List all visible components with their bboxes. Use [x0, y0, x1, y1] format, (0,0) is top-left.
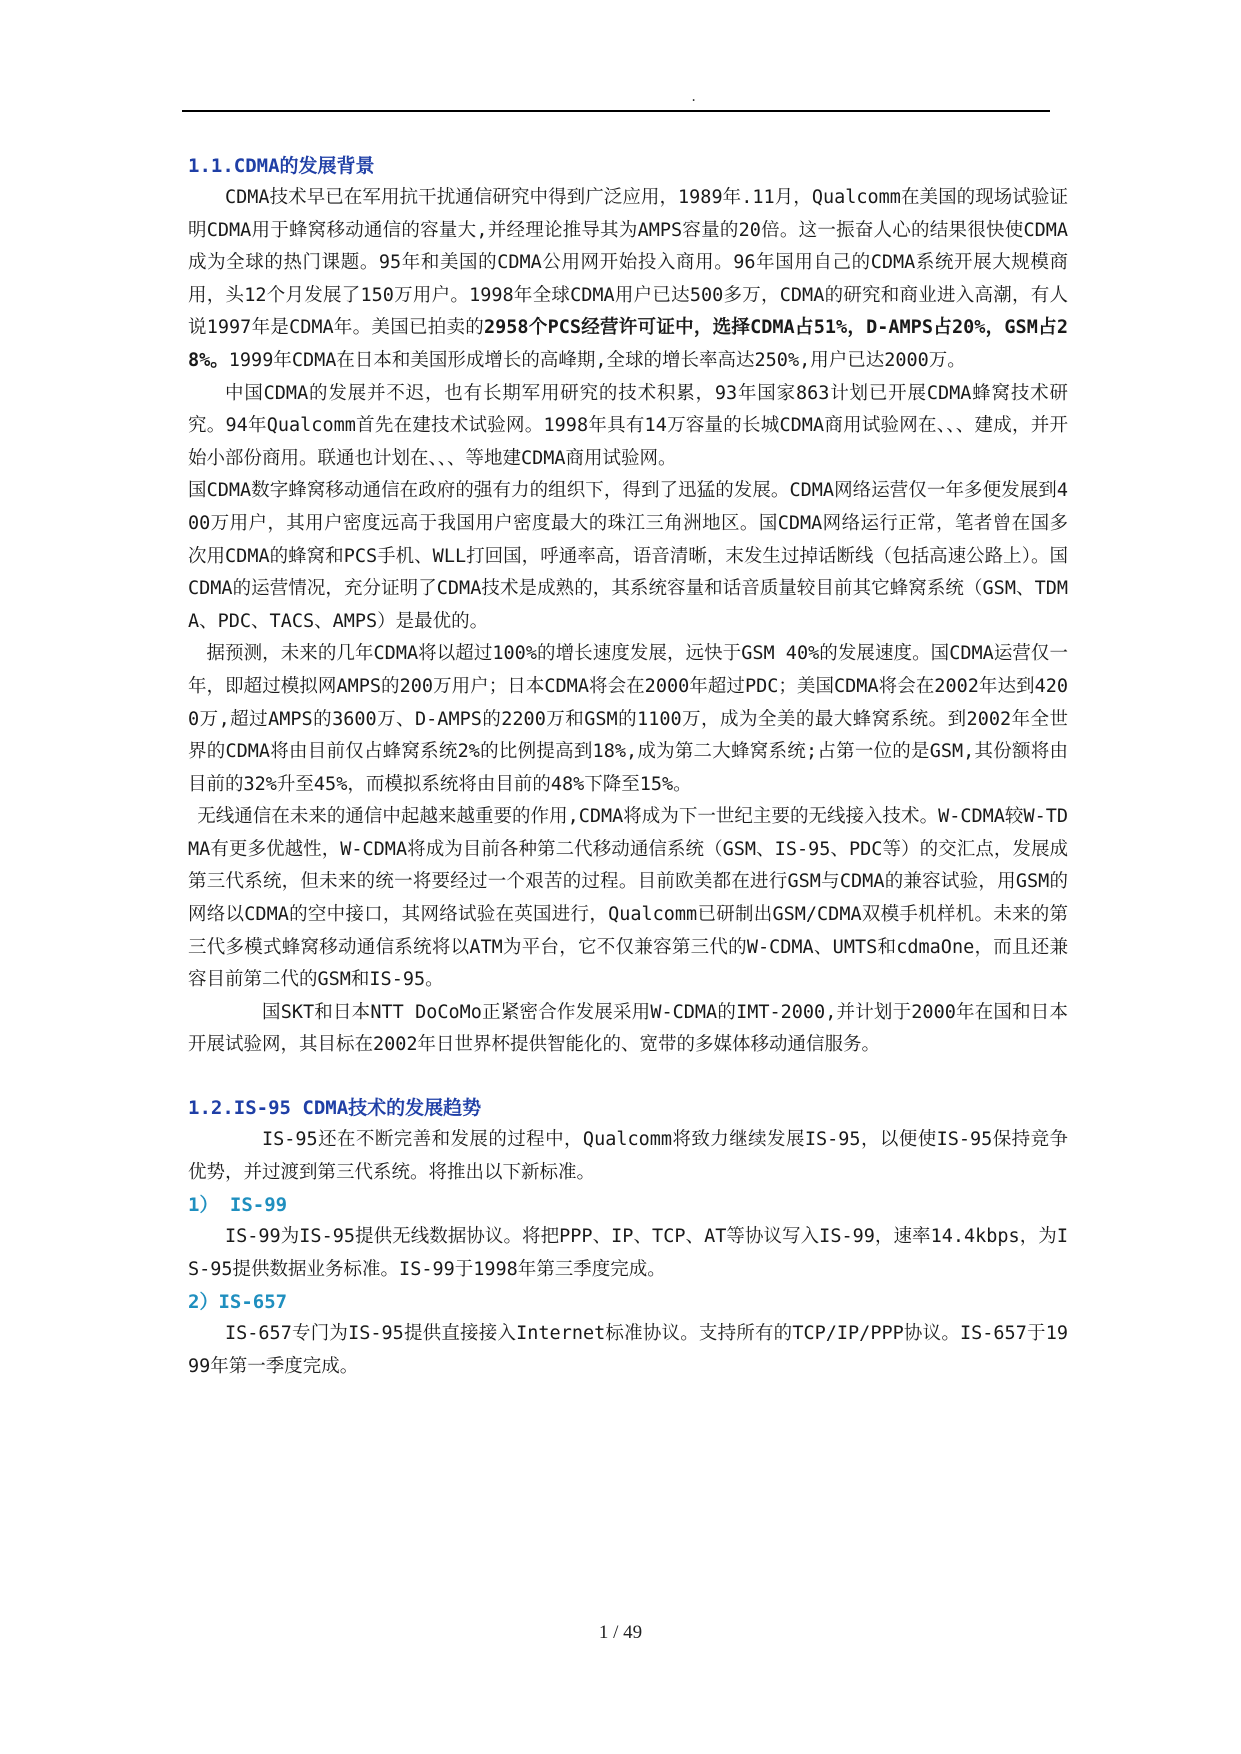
header-rule — [182, 110, 1050, 112]
item-2-title: 2）IS-657 — [188, 1291, 288, 1314]
header-mark: . — [690, 90, 698, 104]
item-2-text: IS-657专门为IS-95提供直接接入Internet标准协议。支持所有的TCP/IP/PPP协议。IS-657于1999年第一季度完成。 — [188, 1323, 1068, 1377]
page-number: 1 / 49 — [598, 1622, 643, 1643]
paragraph-5: 无线通信在未来的通信中起越来越重要的作用,CDMA将成为下一世纪主要的无线接入技术。W-CDMA较W-TDMA有更多优越性，W-CDMA将成为目前各种第二代移动通信系统（GSM、IS-95、PDC等）的交汇点，发展成第三代系统，但未来的统一将要经过一个艰苦的过程。目前欧美都在进行GSM与CDMA的兼容试验，用GSM的网络以CDMA的空中接口，其网络试验在英国进行，Qualcomm已研制出GSM/CDMA双模手机样机。未来的第三代多模式蜂窝移动通信系统将以ATM为平台，它不仅兼容第三代的W-CDMA、UMTS和cdmaOne，而且还兼容目前第二代的GSM和IS-95。 — [188, 806, 1068, 991]
item-1-title: 1） IS-99 — [188, 1194, 288, 1217]
paragraph-3: 国CDMA数字蜂窝移动通信在政府的强有力的组织下，得到了迅猛的发展。CDMA网络运营仅一年多便发展到400万用户，其用户密度远高于我国用户密度最大的珠江三角洲地区。国CDMA网络运行正常，笔者曾在国多次用CDMA的蜂窝和PCS手机、WLL打回国，呼通率高，语音清晰，末发生过掉话断线（包括高速公路上）。国CDMA的运营情况，充分证明了CDMA技术是成熟的，其系统容量和话音质量较目前其它蜂窝系统（GSM、TDMA、PDC、TACS、AMPS）是最优的。 — [188, 480, 1068, 632]
paragraph-6: 国SKT和日本NTT DoCoMo正紧密合作发展采用W-CDMA的IMT-2000,并计划于2000年在国和日本开展试验网，其目标在2002年日世界杯提供智能化的、宽带的多媒体移动通信服务。 — [188, 1001, 1068, 1056]
item-1-text: IS-99为IS-95提供无线数据协议。将把PPP、IP、TCP、AT等协议写入IS-99，速率14.4kbps，为IS-95提供数据业务标准。IS-99于1998年第三季度完成。 — [188, 1226, 1068, 1280]
paragraph-2: 中国CDMA的发展并不迟，也有长期军用研究的技术积累，93年国家863计划已开展CDMA蜂窝技术研究。94年Qualcomm首先在建技术试验网。1998年具有14万容量的长城CDMA商用试验网在、、、建成，并开始小部份商用。联通也计划在、、、等地建CDMA商用试验网。 — [188, 382, 1068, 469]
paragraph-4: 据预测，未来的几年CDMA将以超过100%的增长速度发展，远快于GSM 40%的发展速度。国CDMA运营仅一年，即超过模拟网AMPS的200万用户；日本CDMA将会在2000年超过PDC；美国CDMA将会在2002年达到4200万,超过AMPS的3600万、D-AMPS的2200万和GSM的1100万，成为全美的最大蜂窝系统。到2002年全世界的CDMA将由目前仅占蜂窝系统2%的比例提高到18%,成为第二大蜂窝系统;占第一位的是GSM,其份额将由目前的32%升至45%，而模拟系统将由目前的48%下降至15%。 — [188, 643, 1068, 795]
paragraph-1: CDMA技术早已在军用抗干扰通信研究中得到广泛应用，1989年.11月，Qualcomm在美国的现场试验证明CDMA用于蜂窝移动通信的容量大,并经理论推导其为AMPS容量的20倍。这一振奋人心的结果很快使CDMA成为全球的热门课题。95年和美国的CDMA公用网开始投入商用。96年国用自己的CDMA系统开展大规模商用，头12个月发展了150万用户。1998年全球CDMA用户已达500多万，CDMA的研究和商业进入高潮，有人说1997年是CDMA年。美国已拍卖的2958个PCS经营许可证中，选择CDMA占51%，D-AMPS占20%，GSM占28%。1999年CDMA在日本和美国形成增长的高峰期,全球的增长率高达250%,用户已达2000万。 — [188, 187, 1068, 371]
section-gap — [188, 1062, 1068, 1092]
section-1-title: 1.1.CDMA的发展背景 — [188, 155, 375, 177]
section-2-title: 1.2.IS-95 CDMA技术的发展趋势 — [188, 1097, 482, 1120]
document-body — [188, 150, 1068, 1384]
section-2-intro: IS-95还在不断完善和发展的过程中，Qualcomm将致力继续发展IS-95，以便使IS-95保持竞争优势，并过渡到第三代系统。将推出以下新标准。 — [188, 1129, 1068, 1183]
